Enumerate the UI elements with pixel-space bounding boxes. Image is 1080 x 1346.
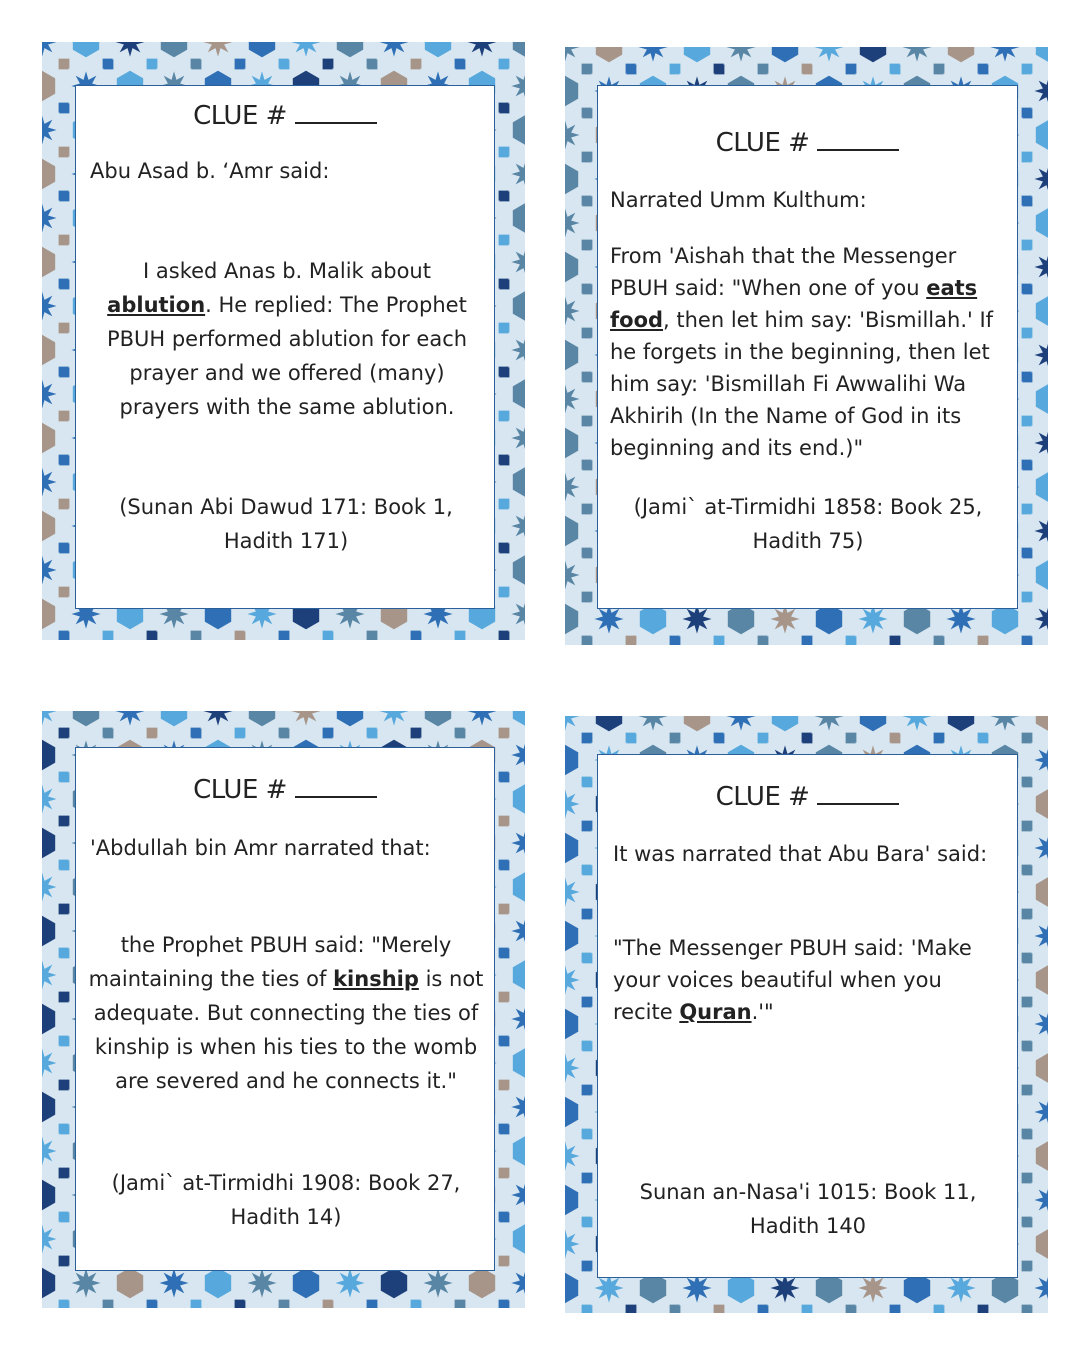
hadith-text-post: is not adequate. But connecting the ties of kinship is when his ties to the womb are severed and he connects it." (93, 967, 484, 1093)
card-content (75, 747, 495, 1271)
hadith-text (84, 928, 488, 1098)
clue-label: CLUE # (715, 128, 810, 158)
hadith-source: (Jami` at-Tirmidhi 1908: Book 27, Hadith 14) (111, 1171, 461, 1229)
pattern-tile (278, 1299, 291, 1308)
clue-heading (76, 770, 494, 807)
pattern-tile (322, 630, 335, 640)
hadith-text-post: . He replied: The Prophet PBUH performed ablution for each prayer and we offered (many) prayers with the same ablution. (106, 293, 468, 419)
pattern-tile (234, 1299, 247, 1308)
hadith-text (94, 254, 480, 424)
pattern-tile (581, 635, 594, 645)
clue-number-blank[interactable] (295, 770, 377, 798)
pattern-tile (933, 635, 946, 645)
pattern-tile (845, 635, 858, 645)
pattern-tile (379, 1266, 408, 1300)
hadith-text-pre: I asked Anas b. Malik about (143, 259, 431, 283)
clue-number-blank[interactable] (817, 123, 899, 151)
pattern-tile (889, 635, 902, 645)
clue-number-blank[interactable] (817, 777, 899, 805)
pattern-tile (498, 630, 511, 640)
clue-number-blank[interactable] (295, 96, 377, 124)
pattern-tile (410, 1299, 423, 1308)
pattern-tile (102, 1299, 115, 1308)
hadith-text-pre: the Prophet PBUH said: "Merely maintaining the ties of (88, 933, 452, 991)
pattern-tile (234, 630, 247, 640)
card-content (597, 754, 1018, 1278)
clue-label: CLUE # (715, 782, 810, 812)
keyword: Quran (679, 1000, 752, 1024)
clue-card-1 (42, 42, 525, 640)
pattern-tile (58, 1299, 71, 1308)
hadith-source: Sunan an-Nasa'i 1015: Book 11, Hadith 140 (639, 1180, 977, 1238)
pattern-tile (757, 635, 770, 645)
keyword: kinship (333, 967, 419, 991)
hadith-source: (Sunan Abi Dawud 171: Book 1, Hadith 171) (119, 495, 453, 553)
pattern-tile (498, 1299, 511, 1308)
narrator-line: It was narrated that Abu Bara' said: (613, 842, 988, 866)
pattern-tile (366, 1299, 379, 1308)
pattern-tile (801, 1304, 814, 1313)
hadith-text (610, 240, 1006, 464)
pattern-tile (889, 1304, 902, 1313)
pattern-tile (146, 630, 159, 640)
pattern-tile (581, 1304, 594, 1313)
pattern-tile (454, 1299, 467, 1308)
card-content (597, 85, 1018, 609)
pattern-tile (102, 630, 115, 640)
pattern-tile (977, 635, 990, 645)
hadith-text-post: , then let him say: 'Bismillah.' If he forgets in the beginning, then let him say: 'Bismillah Fi Awwalihi Wa Akhirih (In the Name of God in its beginning and its end.)" (610, 308, 994, 460)
card-content (75, 85, 495, 609)
pattern-tile (1021, 635, 1034, 645)
pattern-tile (757, 1304, 770, 1313)
keyword: ablution (107, 293, 206, 317)
pattern-tile (845, 1304, 858, 1313)
clue-heading (598, 777, 1017, 814)
keyword: eats food (610, 276, 978, 332)
pattern-tile (1021, 1304, 1034, 1313)
pattern-tile (366, 630, 379, 640)
hadith-text-pre: "The Messenger PBUH said: 'Make your voices beautiful when you recite (613, 936, 972, 1024)
clue-label: CLUE # (193, 775, 287, 805)
pattern-tile (669, 1304, 682, 1313)
narrator-line: Abu Asad b. ‘Amr said: (90, 159, 330, 183)
pattern-tile (454, 630, 467, 640)
pattern-tile (713, 635, 726, 645)
pattern-tile (933, 1304, 946, 1313)
hadith-text-post: .'" (751, 1000, 774, 1024)
clue-card-4 (565, 716, 1048, 1313)
pattern-tile (190, 1299, 203, 1308)
pattern-tile (58, 630, 71, 640)
pattern-tile (115, 1266, 144, 1300)
pattern-tile (291, 1266, 320, 1300)
narrator-line: Narrated Umm Kulthum: (610, 188, 867, 212)
hadith-text-pre: From 'Aishah that the Messenger PBUH said: "When one of you (610, 244, 957, 300)
pattern-tile (203, 1266, 232, 1300)
clue-label: CLUE # (193, 101, 287, 131)
pattern-tile (467, 1266, 496, 1300)
clue-card-3 (42, 711, 525, 1308)
clue-heading (76, 96, 494, 133)
pattern-tile (146, 1299, 159, 1308)
pattern-tile (410, 630, 423, 640)
pattern-tile (625, 635, 638, 645)
pattern-tile (190, 630, 203, 640)
clue-heading (598, 123, 1017, 160)
pattern-tile (713, 1304, 726, 1313)
pattern-tile (322, 1299, 335, 1308)
pattern-tile (278, 630, 291, 640)
pattern-tile (977, 1304, 990, 1313)
pattern-tile (669, 635, 682, 645)
hadith-text (613, 932, 1005, 1028)
clue-card-2 (565, 47, 1048, 645)
hadith-source: (Jami` at-Tirmidhi 1858: Book 25, Hadith 75) (633, 495, 983, 553)
pattern-tile (801, 635, 814, 645)
pattern-tile (625, 1304, 638, 1313)
narrator-line: 'Abdullah bin Amr narrated that: (90, 836, 431, 860)
